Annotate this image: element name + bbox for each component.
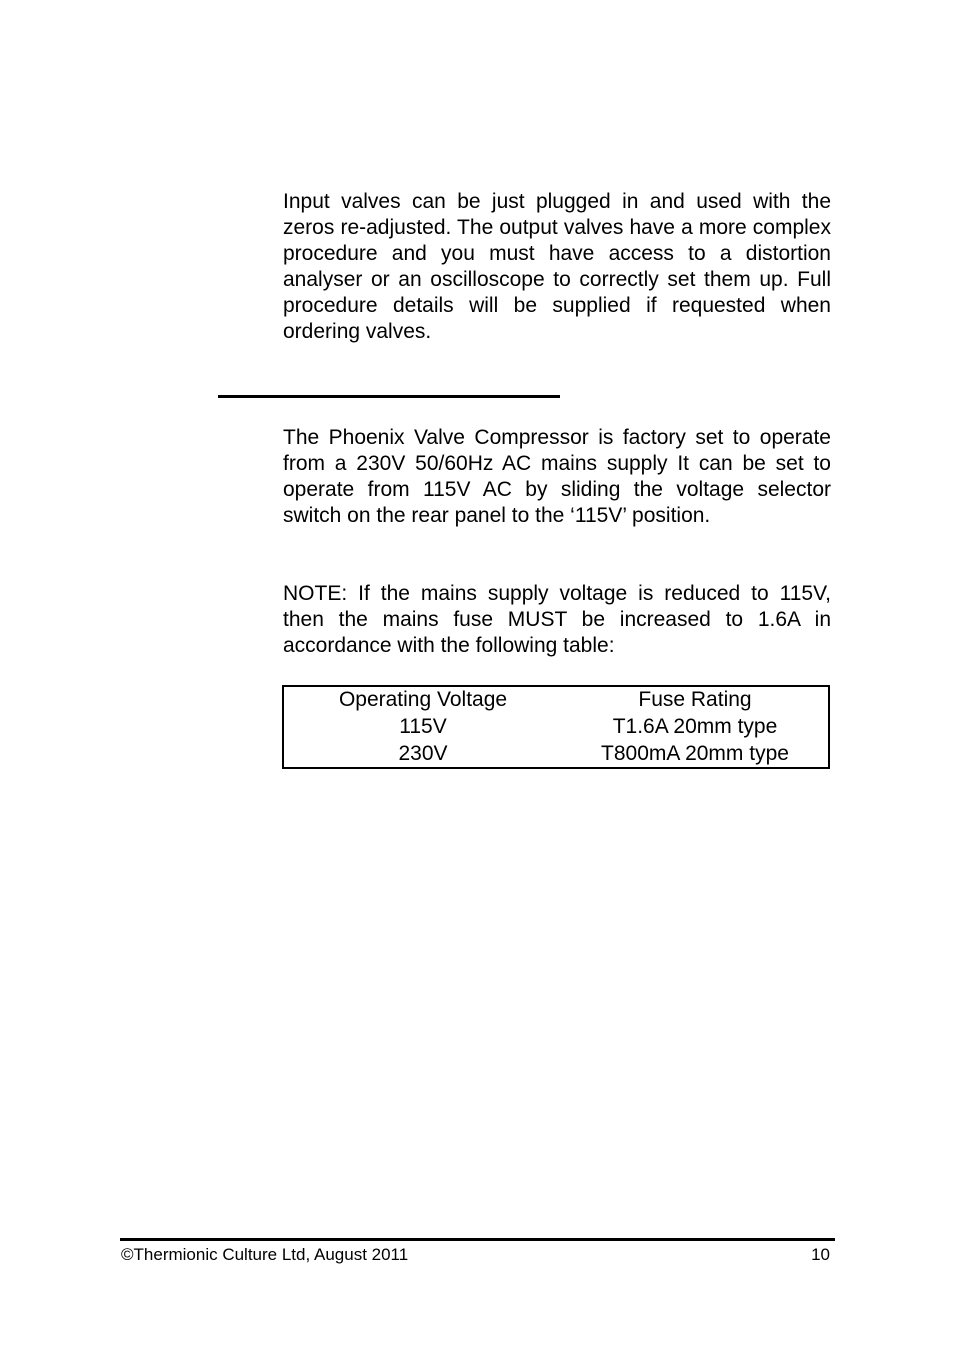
table-cell-fuse: T800mA 20mm type (601, 741, 789, 765)
column-header-operating-voltage: Operating Voltage (338, 688, 508, 712)
table-cell-voltage: 230V (398, 741, 448, 765)
section-heading-underline (218, 395, 560, 398)
footer-copyright: ©Thermionic Culture Ltd, August 2011 (121, 1245, 409, 1264)
table-cell-voltage: 115V (399, 714, 447, 738)
footer-divider (120, 1238, 835, 1241)
table-header-row (283, 686, 829, 714)
table-cell-fuse: T1.6A 20mm type (612, 714, 778, 738)
fuse-rating-table (282, 685, 830, 769)
paragraph-valve-replacement: Input valves can be just plugged in and used with the zeros re-adjusted. The output valves have a more complex procedure and you must have access to a distortion analyser or an oscilloscope to correctly set them up. Full procedure details will be supplied if requested when ordering valves. (283, 190, 831, 343)
paragraph-mains-voltage: The Phoenix Valve Compressor is factory set to operate from a 230V 50/60Hz AC mains supply It can be set to operate from 115V AC by sliding the voltage selector switch on the rear panel to the ‘115V’ position. (283, 426, 831, 527)
column-header-fuse-rating: Fuse Rating (638, 688, 752, 712)
table-row (283, 714, 829, 741)
footer-page-number: 10 (811, 1245, 830, 1264)
paragraph-fuse-note: NOTE: If the mains supply voltage is reduced to 115V, then the mains fuse MUST be increased to 1.6A in accordance with the following table: (283, 582, 831, 657)
table-row (283, 740, 829, 768)
